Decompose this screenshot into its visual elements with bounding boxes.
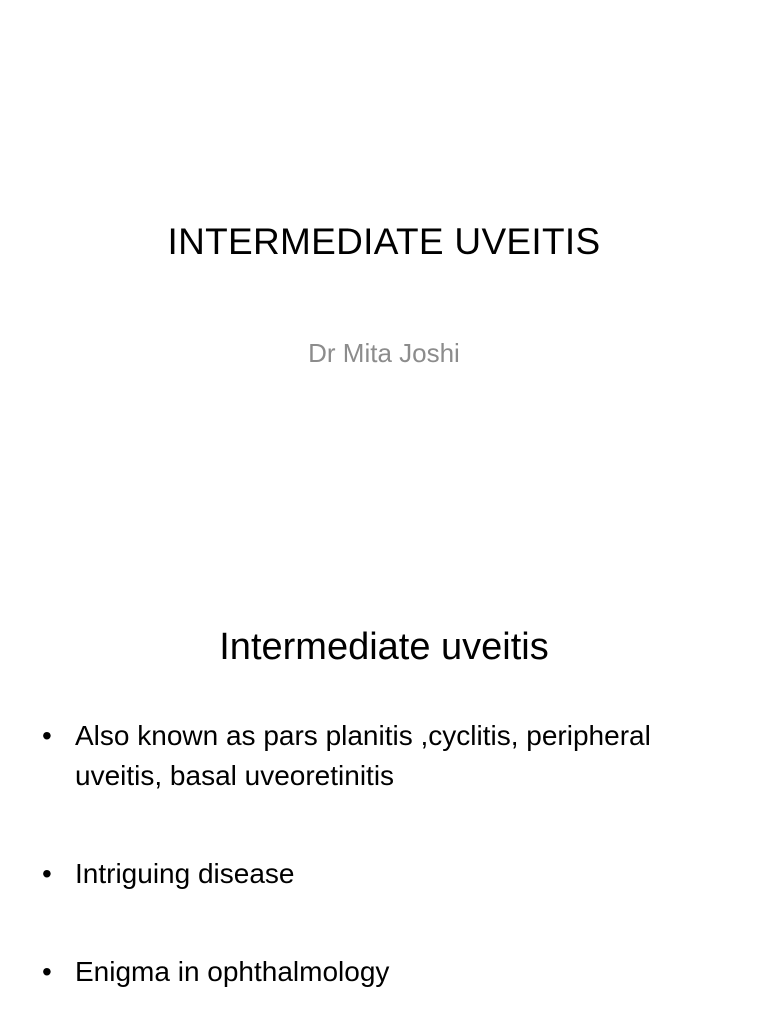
bullet-text: Also known as pars planitis ,cyclitis, peripheral uveitis, basal uveoretinitis: [75, 720, 651, 791]
slide-title: Intermediate uveitis: [219, 626, 549, 668]
content-slide: [0, 576, 768, 1024]
bullet-text: Intriguing disease: [75, 858, 295, 889]
bullet-item: [40, 854, 740, 894]
slide-subtitle: Dr Mita Joshi: [308, 338, 460, 368]
bullet-item: [40, 716, 740, 796]
bullet-item: [40, 952, 740, 992]
bullet-text: Enigma in ophthalmology: [75, 956, 390, 987]
bullet-list: [40, 716, 740, 992]
bullet-icon: •: [42, 720, 52, 751]
slide-title: INTERMEDIATE UVEITIS: [167, 221, 601, 262]
bullet-icon: •: [42, 858, 52, 889]
bullet-icon: •: [42, 956, 52, 987]
